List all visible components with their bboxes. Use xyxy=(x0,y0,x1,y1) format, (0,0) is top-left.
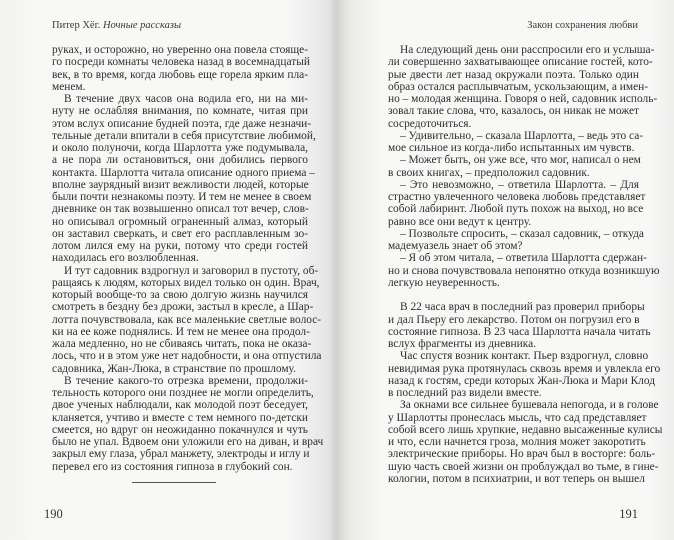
text-line: и около полуночи, когда Шарлотта уже подумывала, xyxy=(52,142,308,154)
page-number: 190 xyxy=(44,507,63,521)
text-line: но и снова почувствовала непонятно откуда возникшую xyxy=(388,264,660,277)
text-line: назад к гостям, среди которых Жан-Люка и Мари Клод xyxy=(388,374,656,387)
text-line: в последний раз видели вместе. xyxy=(388,387,542,399)
paragraph xyxy=(388,252,660,289)
text-line: и дал Пьеру его лекарство. Потом он погрузил его в xyxy=(388,313,640,326)
running-header-right: Закон сохранения любви xyxy=(527,20,638,31)
text-line: были почти незнакомы поэту. И тем не менее в своем xyxy=(52,191,312,203)
text-line: мое сильное из когда-либо испытанных им чувств. xyxy=(388,142,635,154)
text-line: век, в то время, когда любовь еще горела ярким пла- xyxy=(52,68,308,81)
text-line: ки на ее коже поднялись. И тем не менее она продол- xyxy=(52,325,310,338)
header-author: Питер Хёг. xyxy=(52,20,101,31)
text-line: – Это невозможно, – ответила Шарлотта. – Для xyxy=(400,178,639,191)
text-line: – Удивительно, – сказала Шарлотта, – ведь это са- xyxy=(400,129,644,142)
text-line: легкую неуверенность. xyxy=(388,276,500,289)
text-line: руках, и осторожно, но уверенно она повела стояще- xyxy=(52,44,308,56)
text-line: В течение двух часов она водила его, ни на ми- xyxy=(64,93,308,105)
paragraph xyxy=(388,178,646,228)
body-text xyxy=(388,44,663,485)
text-line: На следующий день они расспросили его и услыша- xyxy=(400,44,655,56)
text-line: сосредоточиться. xyxy=(388,117,472,130)
text-line: За окнами все сильнее бушевала непогода, и в голове xyxy=(400,399,659,412)
text-line: электрические приборы. Но врач был в восторге: боль- xyxy=(388,448,656,461)
paragraph xyxy=(388,301,651,350)
text-line: рые двести лет назад окружали поэта. Только один xyxy=(388,68,639,81)
text-line: в своих книгах, – предположил садовник. xyxy=(388,166,590,179)
text-line: лотом лился ему на руки, потому что среди гостей xyxy=(52,240,308,252)
text-line: у Шарлотты пронеслась мысль, что сад представляет xyxy=(388,411,647,424)
text-line: лотта почувствовала, как все маленькие светлые волос- xyxy=(52,313,322,326)
text-line: зовал такие слова, что, казалось, он никак не может xyxy=(388,105,639,118)
text-line: И тут садовник вздрогнул и заговорил в пустоту, об- xyxy=(64,264,319,277)
page-number: 191 xyxy=(619,507,638,521)
text-line: – Я об этом читала, – ответила Шарлотта сдержан- xyxy=(400,252,647,265)
text-line: садовника, Жан-Люка, в странствие по прошлому. xyxy=(52,362,296,375)
text-line: В течение какого-то отрезка времени, продолжи- xyxy=(64,374,308,387)
paragraph xyxy=(52,374,324,473)
text-line: мадемуазель знает об этом? xyxy=(388,240,523,252)
text-line: смотреть в бездну без дрожи, застыл в кресле, а Шар- xyxy=(52,301,314,314)
paragraph xyxy=(388,399,663,485)
text-line: В 22 часа врач в последний раз проверил приборы xyxy=(400,301,645,314)
text-line: он заставил сверкать, и свет его расплавленным зо- xyxy=(52,227,308,240)
text-line: страстно увлеченного человека любовь представляет xyxy=(388,191,646,203)
text-line: который вообще-то за свою долгую жизнь научился xyxy=(52,289,308,301)
text-line: закрыл ему глаза, убрал манжету, электроды и иглу и xyxy=(52,448,310,461)
paragraph xyxy=(388,227,644,253)
text-line: а не пора ли остановиться, они добились первого xyxy=(52,154,308,167)
text-line: Час спустя возник контакт. Пьер вздрогнул, словно xyxy=(400,350,649,363)
header-book-title: Ночные рассказы xyxy=(102,20,182,31)
text-line: контакта. Шарлотта читала описание одного приема – xyxy=(52,166,315,179)
text-line: этом вслух описание будней поэта, где даже незначи- xyxy=(52,117,312,130)
text-line: – Позвольте спросить, – сказал садовник, – откуда xyxy=(400,227,644,240)
body-text xyxy=(52,44,324,473)
text-line: менем. xyxy=(52,80,86,93)
text-line: перевел его из состояния гипноза в глубокий сон. xyxy=(52,460,293,473)
text-line: состояние гипноза. В 23 часа Шарлотта начала читать xyxy=(388,325,651,338)
text-line: смеется, но вдруг он неожиданно покачнулся и чуть xyxy=(52,423,308,436)
text-line: но – молодая женщина. Говоря о ней, садовник исполь- xyxy=(388,93,658,105)
text-line: двое ученых наблюдали, как молодой поэт беседует, xyxy=(52,399,308,412)
text-line: вслух фрагменты из дневника. xyxy=(388,338,537,350)
paragraph xyxy=(52,44,311,93)
text-line: и что, если начнется гроза, молния может закоротить xyxy=(388,436,646,448)
text-line: образ остался расплывчатым, ускользающим, а имен- xyxy=(388,80,649,93)
running-header-left xyxy=(52,20,181,31)
section-gap xyxy=(388,289,639,301)
text-line: ли совершенно захватывающее описание гостей, кото- xyxy=(388,56,653,69)
text-line: собой всего лишь хрупкие, недавно высаженные кулисы xyxy=(388,423,663,436)
text-line: было не упал. Вдвоем они уложили его на диван, и врач xyxy=(52,436,324,448)
text-line: тельность которого они позднее не могли определить, xyxy=(52,387,314,399)
text-line: находилась его возлюбленная. xyxy=(52,252,199,265)
section-end-rule xyxy=(132,482,216,483)
paragraph xyxy=(388,44,658,130)
text-line: дневнике он так возвышенно описал тот вечер, слов- xyxy=(52,203,309,216)
text-line: ращаясь к людям, которых видел только он один. Врач, xyxy=(52,276,320,289)
text-line: шую часть своей жизни он проблуждал во тьме, в гине- xyxy=(388,460,659,473)
text-line: – Может быть, он уже все, что мог, написал о нем xyxy=(400,154,641,167)
paragraph xyxy=(388,350,661,399)
text-line: но описывал огромный ограненный алмаз, который xyxy=(52,215,308,228)
text-line: вполне заурядный визит вежливости людей, которые xyxy=(52,178,309,191)
right-page xyxy=(337,0,674,540)
text-line: го посреди комнаты человека назад в восемнадцатый xyxy=(52,56,311,69)
text-line: жала медленно, но не сбиваясь читать, пока не оказа- xyxy=(52,338,312,350)
paragraph xyxy=(52,264,322,375)
paragraph xyxy=(52,93,316,265)
text-line: кологии, потом в психиатрии, и вот теперь он вышел xyxy=(388,472,645,485)
text-line: тельные детали впитали в себя присутствие любимой, xyxy=(52,129,316,142)
paragraph xyxy=(388,154,639,179)
text-line: нуту не ослабляя внимания, по комнате, читая при xyxy=(52,105,308,118)
text-line: собой лабиринт. Любой путь похож на выход, но все xyxy=(388,203,644,216)
text-line: невидимая рука протянулась сквозь время и увлекла его xyxy=(388,362,661,375)
text-line: лось, что и в этом уже нет надобности, и она отпустила xyxy=(52,350,322,363)
text-line: кланяется, учтиво и вместе с тем немного по-детски xyxy=(52,411,308,424)
paragraph xyxy=(388,129,644,155)
text-line: равно все они ведут к центру. xyxy=(388,215,532,228)
